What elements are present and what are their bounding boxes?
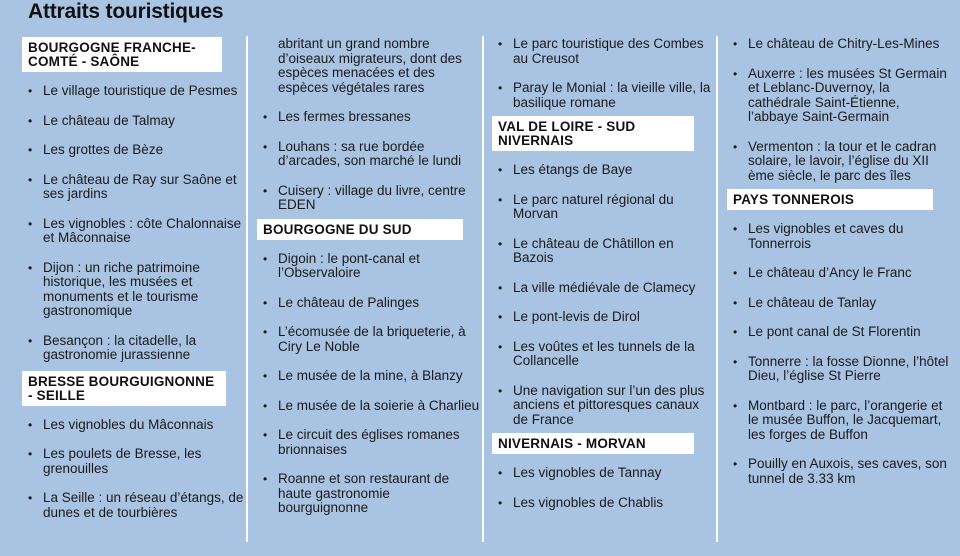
section-heading: PAYS TONNEROIS [727,189,933,210]
column-3 [492,33,717,525]
list-item: • Les vignobles de Chablis [492,496,717,511]
list-item: • Les étangs de Baye [492,163,717,178]
list-item: • Une navigation sur l’un des plus anciens et pittoresques canaux de France [492,384,717,428]
item-list [22,84,247,363]
list-item: • Le château de Talmay [22,114,247,129]
list-item: • Le château de Châtillon en Bazois [492,237,717,266]
list-item: • Le château d’Ancy le Franc [727,266,952,281]
list-item: • Le pont-levis de Dirol [492,310,717,325]
list-item: • Les grottes de Bèze [22,143,247,158]
list-item: • La ville médiévale de Clamecy [492,281,717,296]
item-list [727,222,952,486]
column-4 [727,33,952,501]
list-item: • Le musée de la mine, à Blanzy [257,369,482,384]
list-item: • Le château de Chitry-Les-Mines [727,37,952,52]
list-item: • Vermenton : la tour et le cadran solaire, le lavoir, l’église du XII ème siècle, le parc des îles [727,140,952,184]
column-1 [22,33,247,535]
item-list [492,163,717,427]
list-item: • Les vignobles de Tannay [492,466,717,481]
item-list [492,466,717,510]
list-item: • Les fermes bressanes [257,110,482,125]
list-item: • Le parc touristique des Combes au Creusot [492,37,717,66]
column-2 [257,33,482,531]
list-item: • Le village touristique de Pesmes [22,84,247,99]
list-item: • Auxerre : les musées St Germain et Leblanc-Duvernoy, la cathédrale Saint-Étienne, l’abbaye Saint-Germain [727,67,952,125]
item-list [492,37,717,110]
list-item: • Roanne et son restaurant de haute gastronomie bourguignonne [257,472,482,516]
list-item: • Montbard : le parc, l’orangerie et le musée Buffon, le Jacquemart, les forges de Buffon [727,399,952,443]
list-item: • Les voûtes et les tunnels de la Collancelle [492,340,717,369]
item-list [727,37,952,183]
section-heading: BOURGOGNE FRANCHE-COMTÉ - SAÔNE [22,37,222,72]
section-heading: NIVERNAIS - MORVAN [492,433,694,454]
list-item: • Louhans : sa rue bordée d’arcades, son marché le lundi [257,140,482,169]
list-item: • Le musée de la soierie à Charlieu [257,399,482,414]
item-list [22,418,247,521]
page-title: Attraits touristiques [28,0,224,23]
list-item: • Cuisery : village du livre, centre EDEN [257,184,482,213]
list-item: • Le circuit des églises romanes brionnaises [257,428,482,457]
item-list [257,37,482,213]
list-item: • Tonnerre : la fosse Dionne, l’hôtel Dieu, l’église St Pierre [727,355,952,384]
list-item: • Le château de Ray sur Saône et ses jardins [22,173,247,202]
list-item: • Le château de Tanlay [727,296,952,311]
list-item: • Le pont canal de St Florentin [727,325,952,340]
section-heading: BRESSE BOURGUIGNONNE - SEILLE [22,371,226,406]
list-item-continuation: abritant un grand nombre d’oiseaux migrateurs, dont des espèces menacées et des espèces végétales rares [278,36,462,95]
list-item: • Digoin : le pont-canal et l’Observaloire [257,252,482,281]
section-heading: VAL DE LOIRE - SUD NIVERNAIS [492,116,694,151]
list-item: • Besançon : la citadelle, la gastronomie jurassienne [22,334,247,363]
list-item: • L’écomusée de la briqueterie, à Ciry Le Noble [257,325,482,354]
list-item: • Paray le Monial : la vieille ville, la basilique romane [492,81,717,110]
list-item: • La Seille : un réseau d’étangs, de dunes et de tourbières [22,491,247,520]
list-item: • Les vignobles : côte Chalonnaise et Mâconnaise [22,217,247,246]
section-heading: BOURGOGNE DU SUD [257,219,463,240]
list-item: • Pouilly en Auxois, ses caves, son tunnel de 3.33 km [727,457,952,486]
list-item: • Le château de Palinges [257,296,482,311]
list-item: • Les vignobles et caves du Tonnerrois [727,222,952,251]
list-item: • Le parc naturel régional du Morvan [492,193,717,222]
item-list [257,252,482,516]
list-item: • Dijon : un riche patrimoine historique, les musées et monuments et le tourisme gastronomique [22,261,247,319]
list-item: • Les vignobles du Mâconnais [22,418,247,433]
column-divider [482,36,484,542]
list-item: • Les poulets de Bresse, les grenouilles [22,447,247,476]
